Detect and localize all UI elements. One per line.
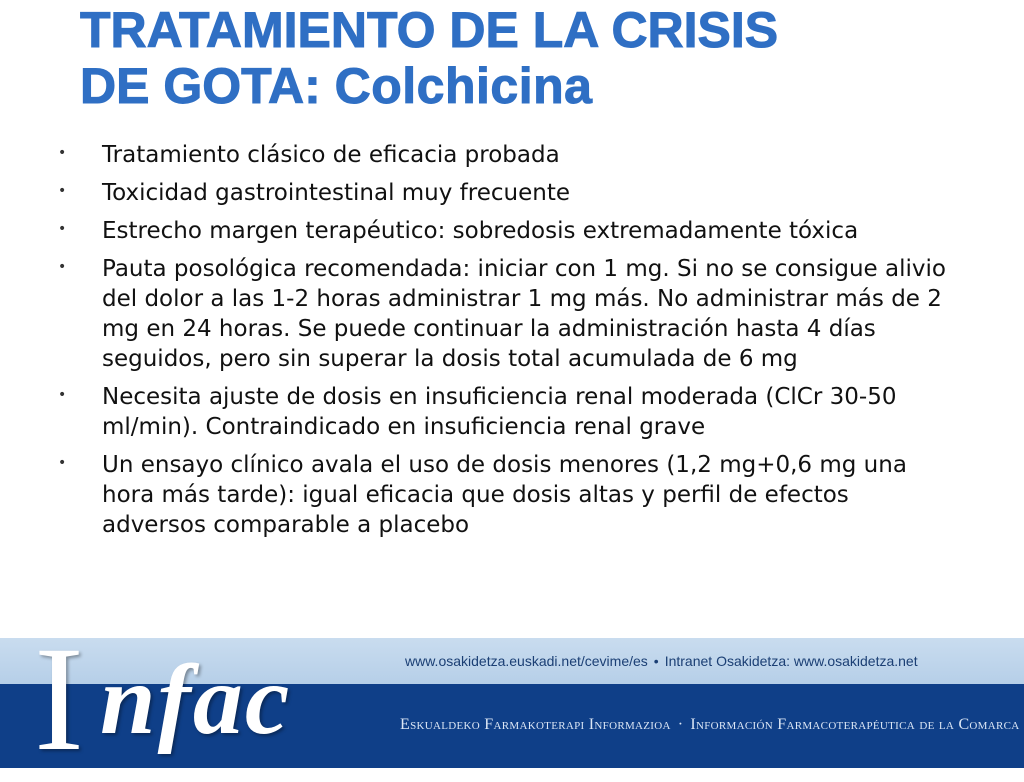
footer-link-separator: • — [653, 653, 659, 669]
title-line-1: TRATAMIENTO DE LA CRISIS — [80, 2, 779, 58]
bullet-marker: • — [58, 183, 67, 199]
bullet-text: Estrecho margen terapéutico: sobredosis extremadamente tóxica — [102, 218, 859, 244]
bullet-marker: • — [58, 259, 67, 275]
title-prefix: DE GOTA: — [80, 58, 335, 114]
bullet-item — [58, 140, 958, 170]
slide-title — [80, 2, 980, 114]
title-drug-name: Colchicina — [334, 58, 593, 114]
footer-links — [405, 653, 918, 669]
bullet-text: Pauta posológica recomendada: iniciar con 1 mg. Si no se consigue alivio del dolor a las 1-2 horas administrar 1 mg más. No administrar más de 2 mg en 24 horas. Se puede continuar la administración hasta 4 días seguidos, pero sin superar la dosis total acumulada de 6 mg — [102, 256, 946, 372]
tagline-spanish: Información Farmacoterapéutica de la Comarca — [690, 716, 1020, 733]
footer-tagline — [400, 716, 1020, 734]
bullet-marker: • — [58, 145, 67, 161]
bullet-item — [58, 382, 958, 442]
bullet-list — [58, 140, 958, 548]
title-line-2 — [80, 58, 980, 114]
logo-initial: I — [34, 616, 84, 782]
bullet-item — [58, 178, 958, 208]
bullet-text: Tratamiento clásico de eficacia probada — [102, 142, 560, 168]
bullet-item — [58, 216, 958, 246]
tagline-separator: · — [677, 716, 684, 733]
bullet-text: Necesita ajuste de dosis en insuficiencia renal moderada (ClCr 30-50 ml/min). Contraindicado en insuficiencia renal grave — [102, 384, 897, 440]
bullet-marker: • — [58, 455, 67, 471]
intranet-link[interactable]: Intranet Osakidetza: www.osakidetza.net — [664, 653, 918, 669]
bullet-text: Un ensayo clínico avala el uso de dosis menores (1,2 mg+0,6 mg una hora más tarde): igual eficacia que dosis altas y perfil de efectos adversos comparable a placebo — [102, 452, 907, 538]
infac-logo — [30, 616, 330, 782]
logo-rest: nfac — [100, 644, 292, 755]
tagline-basque: Eskualdeko Farmakoterapi Informazioa — [400, 716, 671, 733]
cevime-link[interactable]: www.osakidetza.euskadi.net/cevime/es — [405, 653, 648, 669]
bullet-marker: • — [58, 387, 67, 403]
bullet-item — [58, 450, 958, 540]
bullet-marker: • — [58, 221, 67, 237]
bullet-text: Toxicidad gastrointestinal muy frecuente — [102, 180, 570, 206]
bullet-item — [58, 254, 958, 374]
